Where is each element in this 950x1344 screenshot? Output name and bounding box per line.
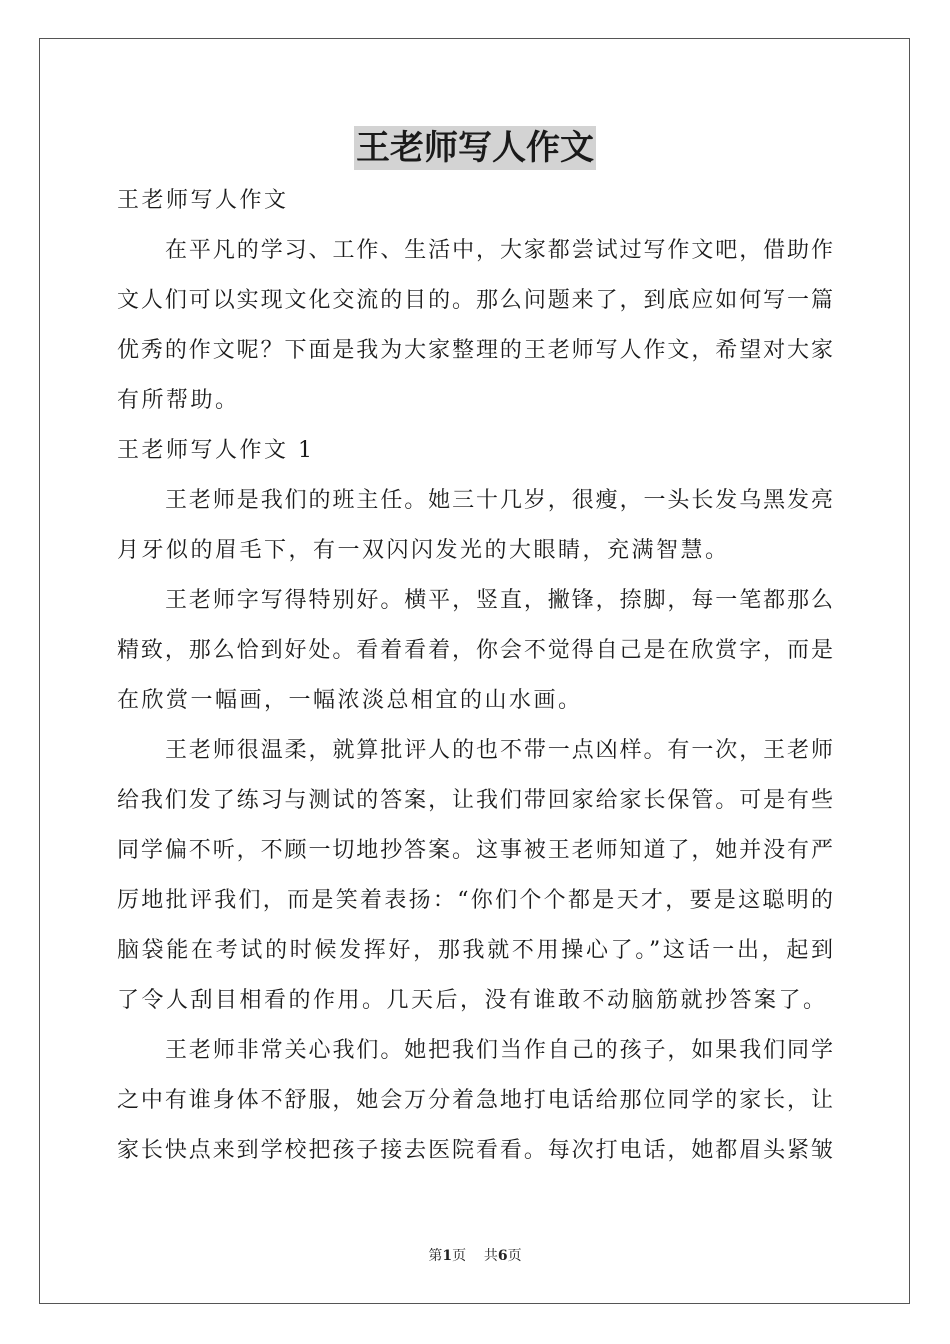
text-line: 精致，那么恰到好处。看着看着，你会不觉得自己是在欣赏字，而是 [117,638,833,663]
text-line: 有所帮助。 [117,388,240,413]
text-line: 之中有谁身体不舒服，她会万分着急地打电话给那位同学的家长，让 [117,1088,833,1113]
text-line: 家长快点来到学校把孩子接去医院看看。每次打电话，她都眉头紧皱 [117,1138,833,1163]
text-line: 同学偏不听，不顾一切地抄答案。这事被王老师知道了，她并没有严 [117,838,833,863]
page-number: 1 [442,1248,453,1264]
text-line: 优秀的作文呢？下面是我为大家整理的王老师写人作文，希望对大家 [117,338,833,363]
text-line: 厉地批评我们，而是笑着表扬：“你们个个都是天才，要是这聪明的 [117,888,833,913]
text-line: 王老师非常关心我们。她把我们当作自己的孩子，如果我们同学 [165,1038,833,1063]
text-line: 了令人刮目相看的作用。几天后，没有谁敢不动脑筋就抄答案了。 [117,988,828,1013]
text-line: 给我们发了练习与测试的答案，让我们带回家给家长保管。可是有些 [117,788,833,813]
document-title: 王老师写人作文 [356,128,594,168]
page-label-suffix: 页 [452,1248,467,1264]
document-body [117,176,833,1176]
total-label-suffix: 页 [507,1248,522,1264]
text-line: 王老师是我们的班主任。她三十几岁，很瘦，一头长发乌黑发亮 [165,488,833,513]
text-line: 月牙似的眉毛下，有一双闪闪发光的大眼睛，充满智慧。 [117,538,730,563]
text-line: 在平凡的学习、工作、生活中，大家都尝试过写作文吧，借助作 [165,238,833,263]
total-pages: 6 [497,1248,508,1264]
text-line: 文人们可以实现文化交流的目的。那么问题来了，到底应如何写一篇 [117,288,833,313]
page-label-prefix: 第 [428,1248,443,1264]
text-line: 脑袋能在考试的时候发挥好，那我就不用操心了。”这话一出，起到 [117,938,833,963]
text-line: 王老师字写得特别好。横平，竖直，撇锋，捺脚，每一笔都那么 [165,588,833,613]
title-area [0,126,950,170]
total-label-prefix: 共 [483,1248,498,1264]
text-line: 王老师写人作文 [117,188,289,213]
text-line: 王老师写人作文 1 [117,438,315,463]
page-footer [0,1246,950,1266]
text-line: 在欣赏一幅画，一幅浓淡总相宜的山水画。 [117,688,583,713]
text-line: 王老师很温柔，就算批评人的也不带一点凶样。有一次，王老师 [165,738,833,763]
